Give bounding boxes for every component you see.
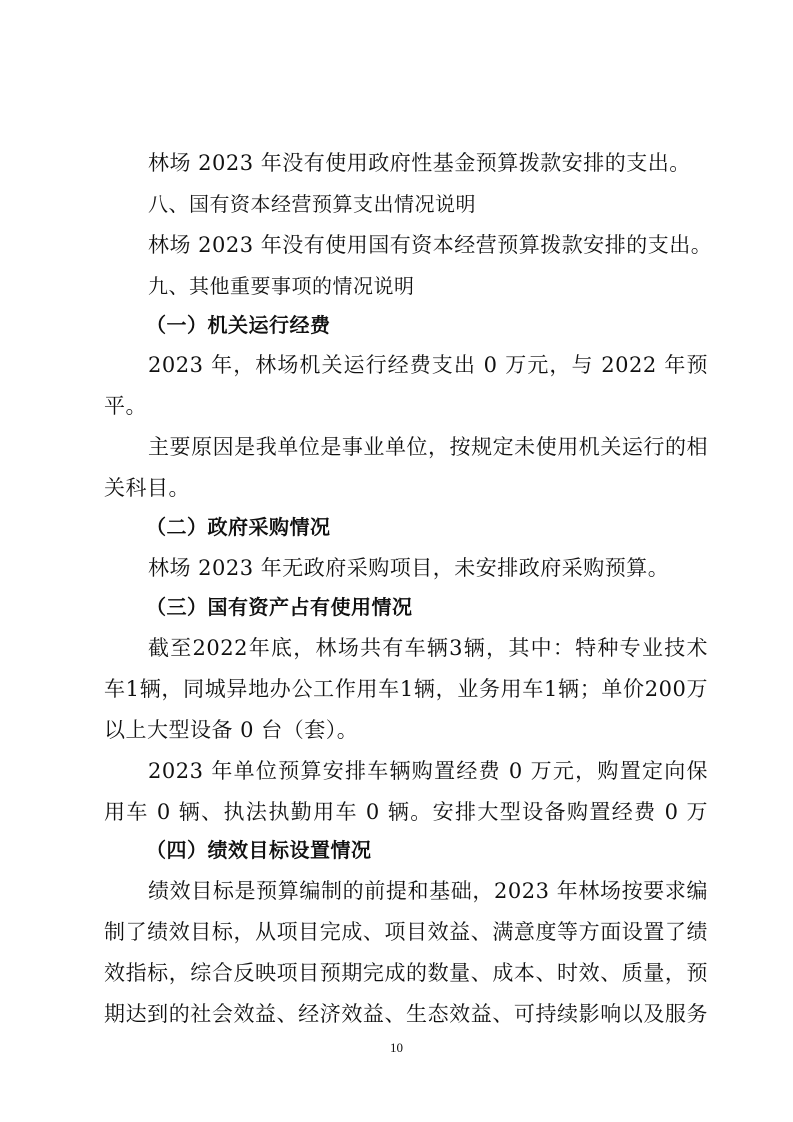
paragraph-line: 车1辆，同城异地办公工作用车1辆，业务用车1辆；单价200万 <box>104 677 708 701</box>
paragraph-line: 关科目。 <box>104 476 190 500</box>
section-heading: 九、其他重要事项的情况说明 <box>148 274 415 298</box>
paragraph-line: 平。 <box>104 394 147 418</box>
paragraph-line: 期达到的社会效益、经济效益、生态效益、可持续影响以及服务 <box>104 1002 708 1026</box>
paragraph-line: 以上大型设备 0 台（套）。 <box>104 718 359 742</box>
subsection-heading: （四）绩效目标设置情况 <box>146 838 372 862</box>
paragraph-line: 林场 2023 年没有使用国有资本经营预算拨款安排的支出。 <box>148 233 713 257</box>
paragraph-line: 截至2022年底，林场共有车辆3辆，其中：特种专业技术 <box>148 636 708 660</box>
page-number: 10 <box>390 1040 403 1055</box>
paragraph-line: 林场 2023 年没有使用政府性基金预算拨款安排的支出。 <box>148 151 691 175</box>
paragraph-line: 制了绩效目标，从项目完成、项目效益、满意度等方面设置了绩 <box>104 920 708 944</box>
subsection-heading: （三）国有资产占有使用情况 <box>146 595 413 619</box>
paragraph-line: 用车 0 辆、执法执勤用车 0 辆。安排大型设备购置经费 0 万 <box>104 800 708 824</box>
paragraph-line: 绩效目标是预算编制的前提和基础，2023 年林场按要求编 <box>148 879 708 903</box>
paragraph-line: 效指标，综合反映项目预期完成的数量、成本、时效、质量，预 <box>104 961 708 985</box>
paragraph-line: 2023 年单位预算安排车辆购置经费 0 万元，购置定向保 <box>148 759 708 783</box>
paragraph-line: 主要原因是我单位是事业单位，按规定未使用机关运行的相 <box>148 435 708 459</box>
paragraph-line: 2023 年，林场机关运行经费支出 0 万元，与 2022 年预 <box>148 353 708 377</box>
section-heading: 八、国有资本经营预算支出情况说明 <box>148 192 476 216</box>
subsection-heading: （二）政府采购情况 <box>146 515 331 539</box>
paragraph-line: 林场 2023 年无政府采购项目，未安排政府采购预算。 <box>148 556 670 580</box>
subsection-heading: （一）机关运行经费 <box>146 313 331 337</box>
